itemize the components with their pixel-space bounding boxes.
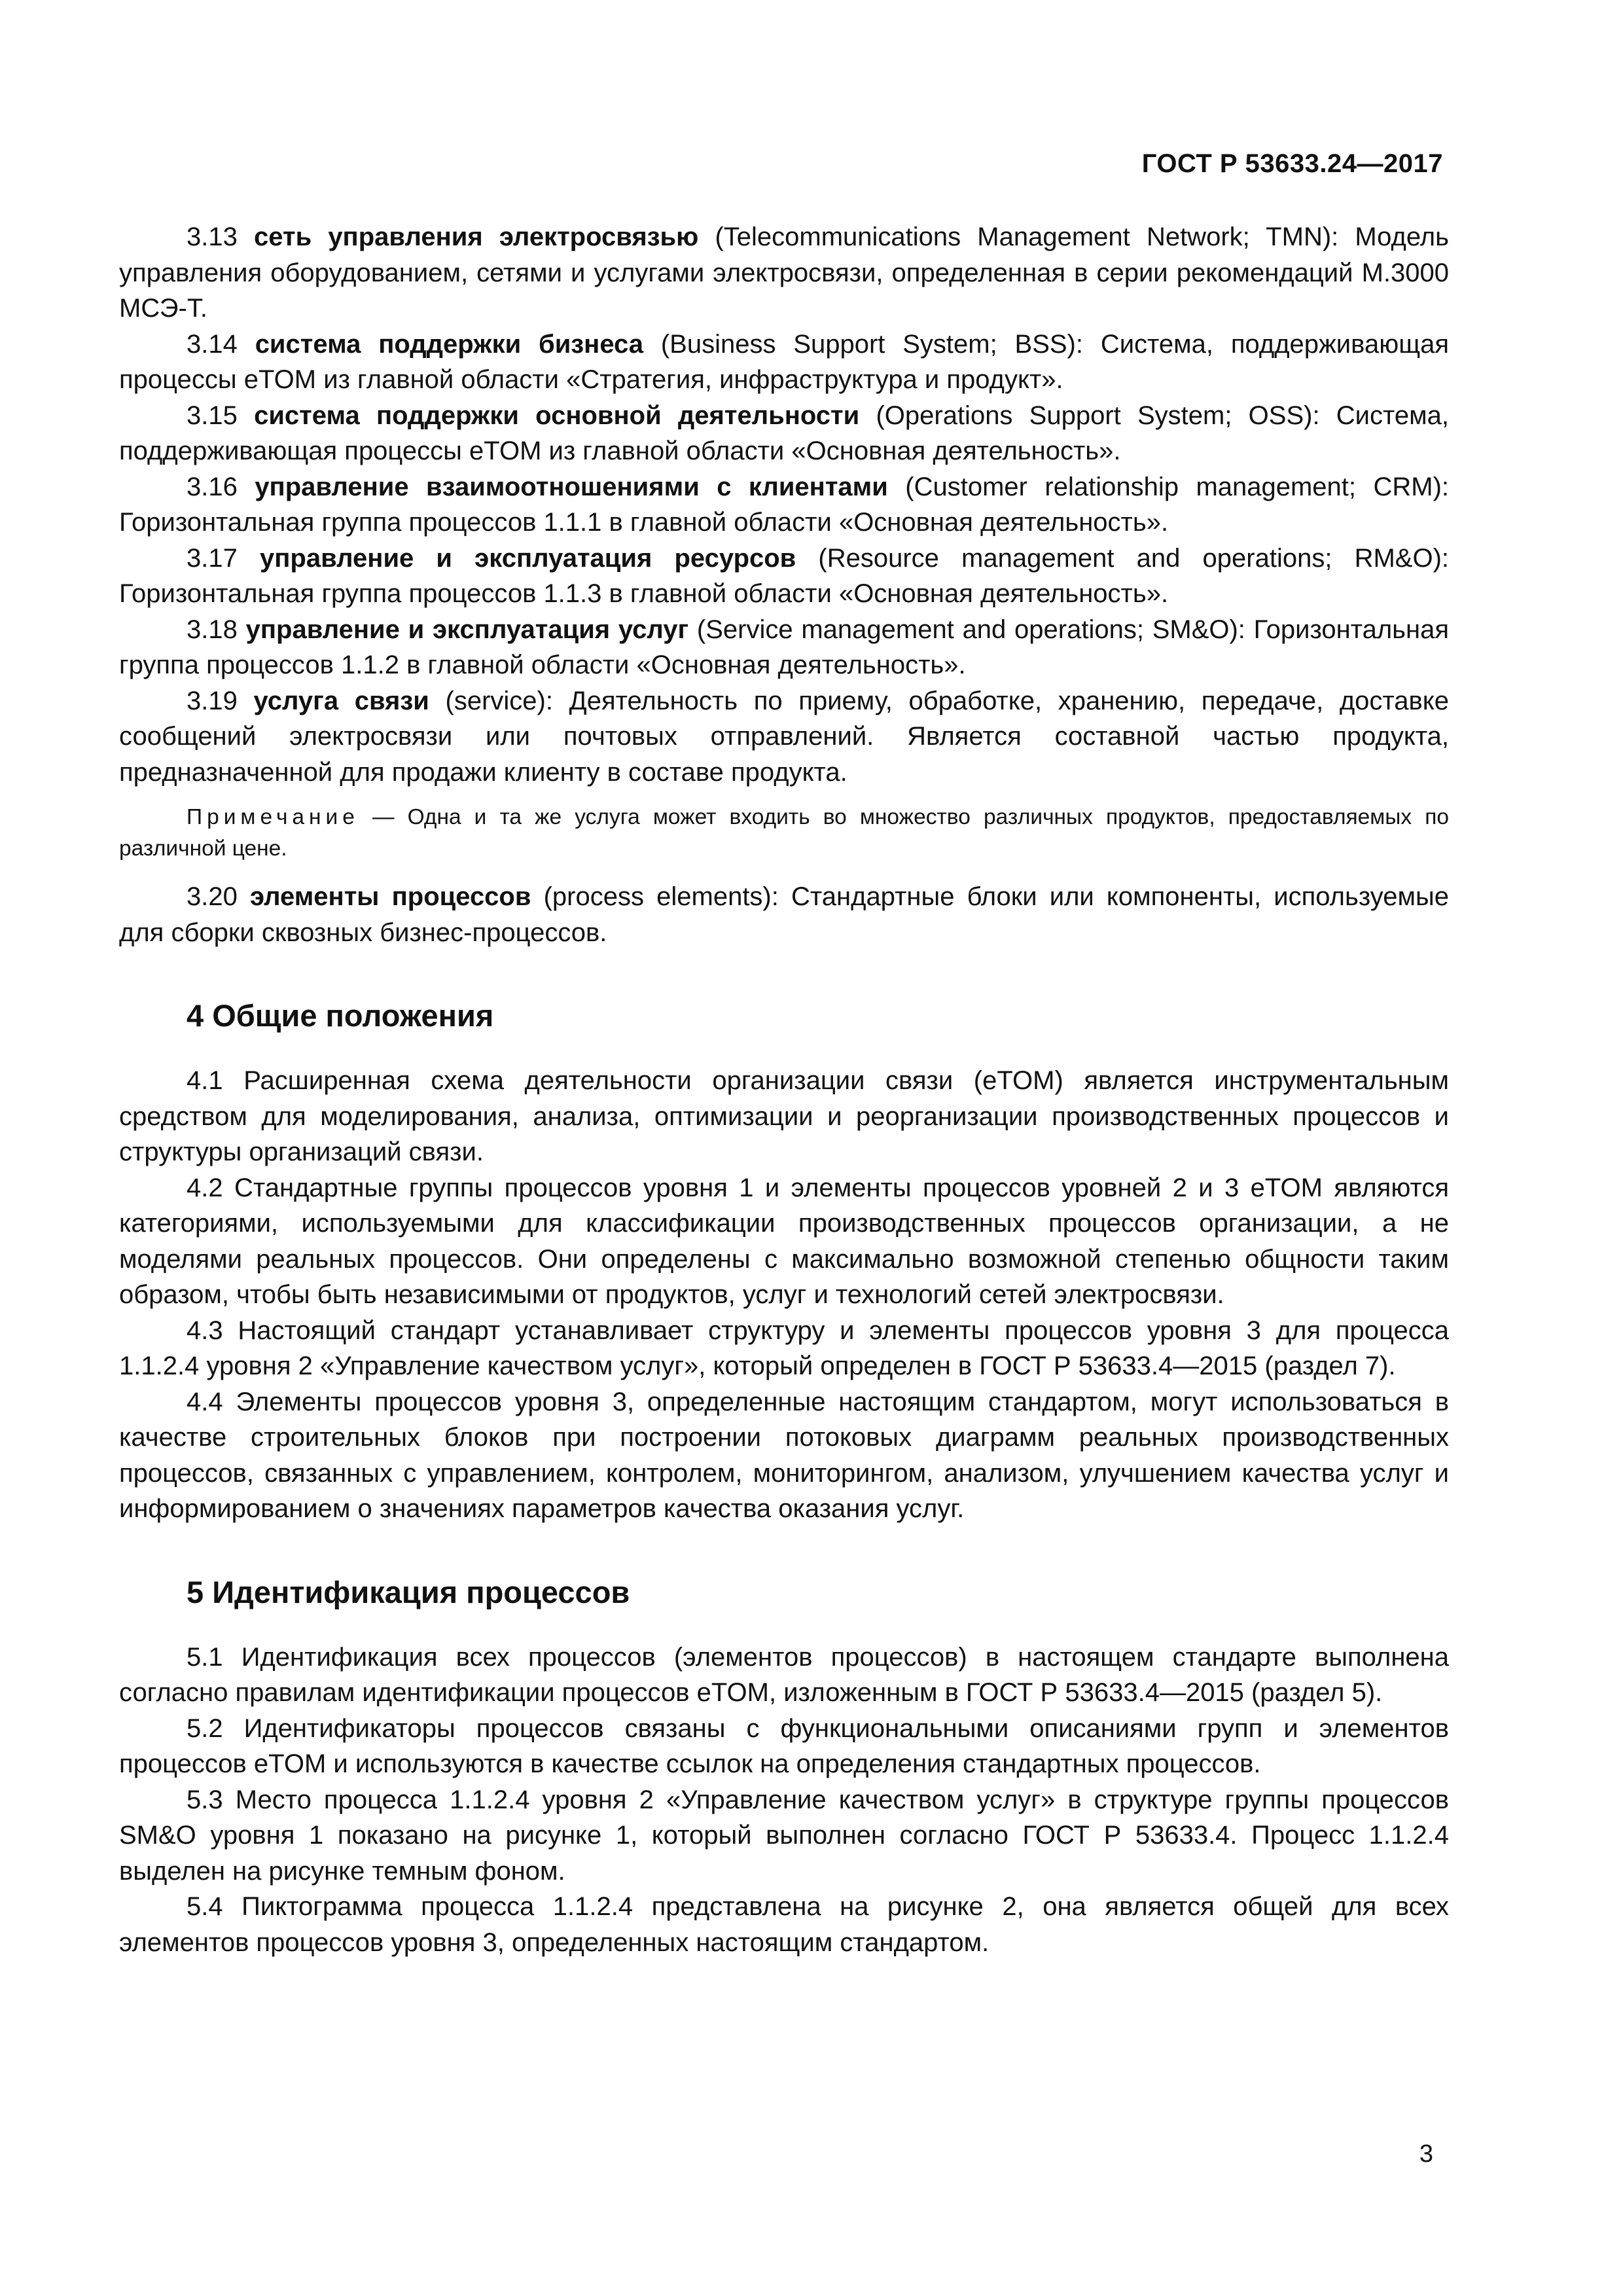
definition-term: сеть управления электросвязью (254, 223, 699, 251)
paragraph-5-2: 5.2 Идентификаторы процессов связаны с функциональными описаниями групп и элементов процессов eTOM и используются в качестве ссылок на определения стандартных процессов. (119, 1713, 1449, 1778)
definition-3-18 (119, 612, 1449, 683)
paragraph-5-4: 5.4 Пиктограмма процесса 1.1.2.4 представлена на рисунке 2, она является общей для всех элементов процессов уровня 3, определенных настоящим стандартом. (119, 1892, 1449, 1957)
definition-number: 3.17 (187, 543, 238, 573)
note-text: — Одна и та же услуга может входить во множество различных продуктов, предоставляемых по различной цене. (119, 805, 1449, 861)
definition-3-13 (119, 219, 1449, 327)
page-content (119, 219, 1449, 1960)
section-5-heading: 5 Идентификация процессов (187, 1574, 630, 1609)
page-number: 3 (1419, 2140, 1433, 2168)
paragraph-5-1: 5.1 Идентификация всех процессов (элементов процессов) в настоящем стандарте выполнена согласно правилам идентификации процессов eTOM, изложенным в ГОСТ Р 53633.4—2015 (раздел 5). (119, 1642, 1449, 1707)
definition-term: система поддержки основной деятельности (254, 401, 860, 430)
definition-text: (service): Деятельность по приему, обработке, хранению, передаче, доставке сообщений электросвязи или почтовых отправлений. Является составной частью продукта, предназначенной для продажи клиенту в составе продукта. (119, 686, 1449, 787)
definition-number: 3.13 (187, 223, 238, 251)
section-4-heading: 4 Общие положения (187, 998, 494, 1033)
definition-text: (process elements): Стандартные блоки или компоненты, используемые для сборки сквозных бизнес-процессов. (119, 882, 1449, 947)
definition-term: управление и эксплуатация ресурсов (260, 543, 796, 573)
definition-term: система поддержки бизнеса (255, 329, 644, 359)
paragraph-4-4: 4.4 Элементы процессов уровня 3, определенные настоящим стандартом, могут использоваться в качестве строительных блоков при построении потоковых диаграмм реальных производственных процессов, связанных с управлением, контролем, мониторингом, анализом, улучшением качества услуг и информированием о значениях параметров качества оказания услуг. (119, 1387, 1449, 1523)
definition-number: 3.20 (187, 882, 238, 911)
definition-text: (Service management and operations; SM&O): Горизонтальная группа процессов 1.1.2 в главной области «Основная деятельность». (119, 615, 1449, 679)
document-code: ГОСТ Р 53633.24—2017 (1141, 149, 1443, 178)
note-paragraph (119, 802, 1449, 865)
definition-text: (Customer relationship management; CRM): Горизонтальная группа процессов 1.1.1 в главной области «Основная деятельность». (119, 472, 1449, 537)
definition-number: 3.16 (187, 472, 238, 501)
definition-3-14 (119, 327, 1449, 398)
definition-term: услуга связи (253, 686, 429, 715)
definition-text: (Telecommunications Management Network; TMN): Модель управления оборудованием, сетями и услугами электросвязи, определенная в серии рекомендаций М.3000 МСЭ-Т. (119, 223, 1449, 323)
paragraph-4-3: 4.3 Настоящий стандарт устанавливает структуру и элементы процессов уровня 3 для процесса 1.1.2.4 уровня 2 «Управление качеством услуг», который определен в ГОСТ Р 53633.4—2015 (раздел 7). (119, 1316, 1449, 1380)
definition-term: управление и эксплуатация услуг (245, 615, 689, 644)
definition-text: (Resource management and operations; RM&O): Горизонтальная группа процессов 1.1.3 в главной области «Основная деятельность». (119, 543, 1450, 608)
definition-3-19 (119, 683, 1449, 791)
note-label: Примечание (187, 805, 359, 829)
paragraph-4-2: 4.2 Стандартные группы процессов уровня 1 и элементы процессов уровней 2 и 3 eTOM являются категориями, используемыми для классификации производственных процессов организации, а не моделями реальных процессов. Они определены с максимально возможной степенью общности таким образом, чтобы быть независимыми от продуктов, услуг и технологий сетей электросвязи. (119, 1173, 1449, 1309)
definition-text: (Business Support System; BSS): Система, поддерживающая процессы eTOM из главной области «Стратегия, инфраструктура и продукт». (119, 329, 1450, 394)
definition-term: элементы процессов (250, 882, 531, 911)
definition-text: (Operations Support System; OSS): Система, поддерживающая процессы eTOM из главной области «Основная деятельность». (119, 401, 1449, 465)
definition-number: 3.18 (187, 615, 238, 644)
definition-number: 3.19 (187, 686, 238, 715)
definition-number: 3.15 (187, 401, 238, 430)
definition-3-16 (119, 469, 1449, 541)
definition-number: 3.14 (187, 329, 238, 359)
definition-3-15 (119, 398, 1449, 469)
paragraph-4-1: 4.1 Расширенная схема деятельности организации связи (eTOM) является инструментальным средством для моделирования, анализа, оптимизации и реорганизации производственных процессов и структуры организаций связи. (119, 1066, 1449, 1166)
definition-3-20 (119, 879, 1449, 950)
paragraph-5-3: 5.3 Место процесса 1.1.2.4 уровня 2 «Управление качеством услуг» в структуре группы процессов SM&O уровня 1 показано на рисунке 1, который выполнен согласно ГОСТ Р 53633.4. Процесс 1.1.2.4 выделен на рисунке темным фоном. (119, 1785, 1449, 1886)
definition-term: управление взаимоотношениями с клиентами (255, 472, 888, 501)
definition-3-17 (119, 541, 1449, 612)
